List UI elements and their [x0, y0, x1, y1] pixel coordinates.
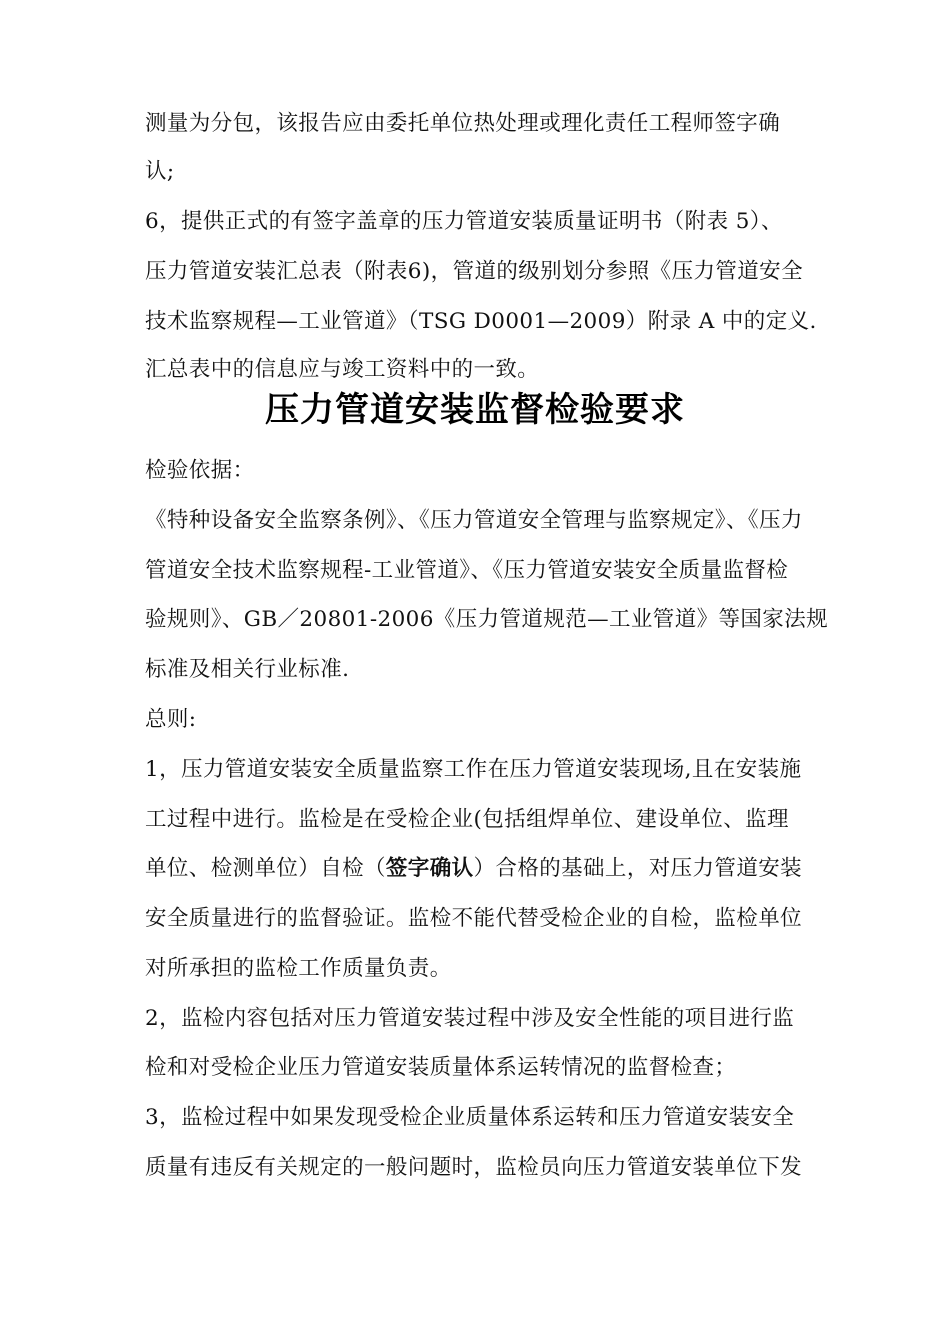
body-line: 检和对受检企业压力管道安装质量体系运转情况的监督检查； [145, 1055, 737, 1080]
body-line: 检验依据： [145, 458, 255, 483]
body-line: 认; [145, 159, 175, 184]
body-line: 质量有违反有关规定的一般问题时，监检员向压力管道安装单位下发 [145, 1155, 803, 1180]
body-line: 汇总表中的信息应与竣工资料中的一致。 [145, 357, 540, 382]
body-line: 对所承担的监检工作质量负责。 [145, 956, 452, 981]
body-line-with-bold [145, 855, 815, 883]
body-line: 总则: [145, 707, 197, 732]
bold-text: 签字确认 [385, 856, 474, 881]
document-title: 压力管道安装监督检验要求 [265, 390, 685, 430]
body-line: 压力管道安装汇总表（附表6)，管道的级别划分参照《压力管道安全 [145, 259, 803, 284]
body-line: 技术监察规程—工业管道》（TSG D0001—2009）附录 A 中的定义. [145, 309, 817, 334]
body-line: 3，监检过程中如果发现受检企业质量体系运转和压力管道安装安全 [145, 1105, 795, 1130]
body-line: 工过程中进行。监检是在受检企业(包括组焊单位、建设单位、监理 [145, 807, 789, 832]
body-line: 标准及相关行业标准. [145, 657, 350, 682]
body-line: 管道安全技术监察规程-工业管道》、《压力管道安装安全质量监督检 [145, 558, 789, 583]
body-line: 6，提供正式的有签字盖章的压力管道安装质量证明书（附表 5）、 [145, 209, 783, 234]
body-line: 安全质量进行的监督验证。监检不能代替受检企业的自检，监检单位 [145, 906, 803, 931]
text-segment: ）合格的基础上，对压力管道安装 [473, 856, 803, 881]
body-line: 2，监检内容包括对压力管道安装过程中涉及安全性能的项目进行监 [145, 1006, 795, 1031]
body-line: 验规则》、GB／20801-2006《压力管道规范—工业管道》等国家法规 [145, 607, 829, 632]
body-line: 测量为分包，该报告应由委托单位热处理或理化责任工程师签字确 [145, 111, 781, 136]
body-line: 1，压力管道安装安全质量监察工作在压力管道安装现场,且在安装施 [145, 757, 802, 782]
body-line: 《特种设备安全监察条例》、《压力管道安全管理与监察规定》、《压力 [145, 508, 803, 533]
text-segment: 单位、检测单位）自检（ [145, 856, 386, 881]
